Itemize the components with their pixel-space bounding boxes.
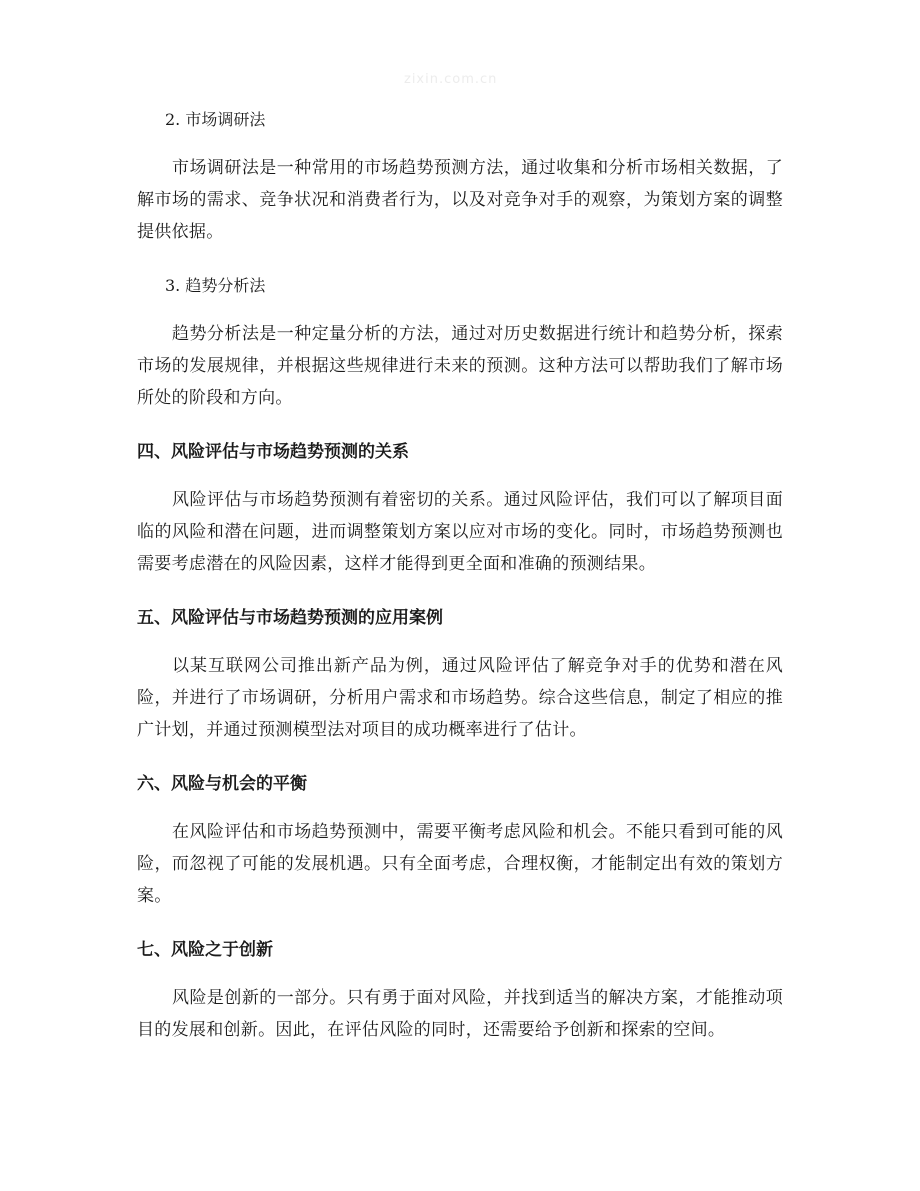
paragraph-trend-analysis: 趋势分析法是一种定量分析的方法，通过对历史数据进行统计和趋势分析，探索市场的发展规律，并根据这些规律进行未来的预测。这种方法可以帮助我们了解市场所处的阶段和方向。 — [137, 324, 783, 408]
paragraph-market-research: 市场调研法是一种常用的市场趋势预测方法，通过收集和分析市场相关数据，了解市场的需求、竞争状况和消费者行为，以及对竞争对手的观察，为策划方案的调整提供依据。 — [137, 158, 783, 242]
paragraph-section-6: 在风险评估和市场趋势预测中，需要平衡考虑风险和机会。不能只看到可能的风险，而忽视了可能的发展机遇。只有全面考虑，合理权衡，才能制定出有效的策划方案。 — [137, 822, 783, 906]
section-title-5: 五、风险评估与市场趋势预测的应用案例 — [137, 608, 443, 628]
section-title-4: 四、风险评估与市场趋势预测的关系 — [137, 442, 409, 462]
paragraph-section-4: 风险评估与市场趋势预测有着密切的关系。通过风险评估，我们可以了解项目面临的风险和潜在问题，进而调整策划方案以应对市场的变化。同时，市场趋势预测也需要考虑潜在的风险因素，这样才能得到更全面和准确的预测结果。 — [137, 490, 783, 574]
paragraph-section-5: 以某互联网公司推出新产品为例，通过风险评估了解竞争对手的优势和潜在风险，并进行了市场调研，分析用户需求和市场趋势。综合这些信息，制定了相应的推广计划，并通过预测模型法对项目的成功概率进行了估计。 — [137, 656, 783, 740]
section-title-7: 七、风险之于创新 — [137, 940, 273, 960]
subsection-title-market-research: 2. 市场调研法 — [165, 110, 266, 129]
section-title-6: 六、风险与机会的平衡 — [137, 774, 307, 794]
paragraph-section-7: 风险是创新的一部分。只有勇于面对风险，并找到适当的解决方案，才能推动项目的发展和创新。因此，在评估风险的同时，还需要给予创新和探索的空间。 — [137, 988, 783, 1040]
watermark-text: zixin.com.cn — [404, 72, 498, 87]
subsection-title-trend-analysis: 3. 趋势分析法 — [165, 276, 266, 295]
document-page — [137, 100, 783, 1064]
